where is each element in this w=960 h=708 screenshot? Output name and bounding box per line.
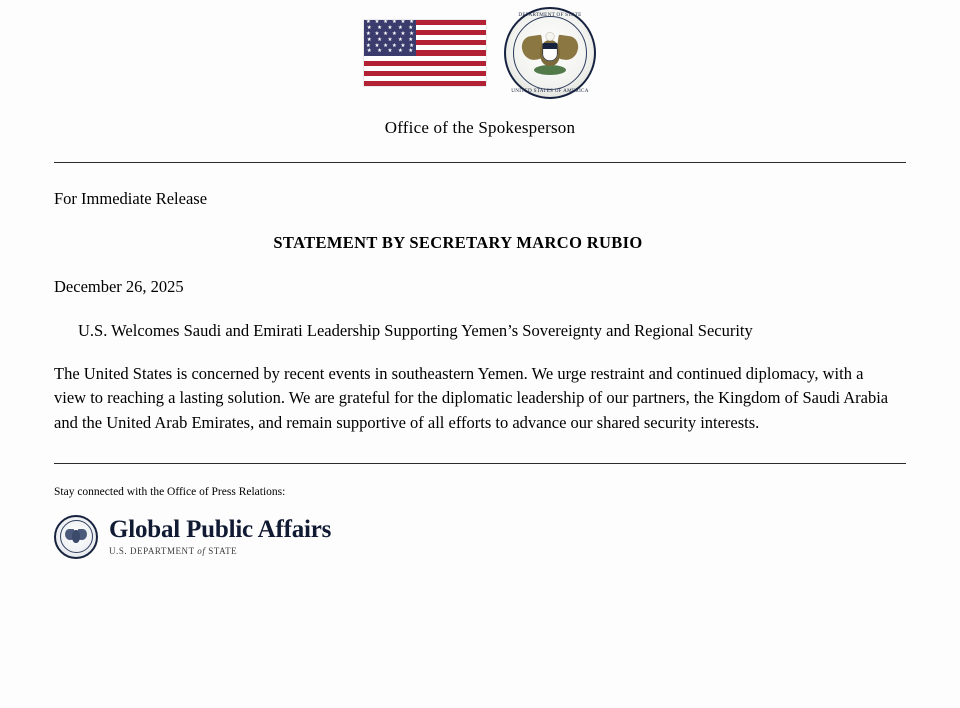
seal-ring-top-text: DEPARTMENT OF STATE	[518, 12, 582, 18]
flag-canton: ★ ★ ★ ★ ★ ★ ★ ★ ★ ★ ★ ★ ★ ★ ★ ★ ★ ★ ★ ★ ★ ★ ★ ★ ★ ★ ★ ★ ★ ★ ★ ★ ★	[365, 20, 415, 55]
global-public-affairs-seal-icon	[54, 515, 98, 559]
global-public-affairs-logo	[54, 515, 906, 559]
us-flag-icon	[364, 20, 486, 86]
statement-title: STATEMENT BY SECRETARY MARCO RUBIO	[273, 233, 643, 252]
stay-connected-label: Stay connected with the Office of Press Relations:	[54, 485, 286, 498]
office-of-the-spokesperson-label: Office of the Spokesperson	[384, 118, 576, 137]
release-date: December 26, 2025	[54, 277, 184, 296]
headline: U.S. Welcomes Saudi and Emirati Leadership Supporting Yemen’s Sovereignty and Regional Security	[78, 321, 753, 340]
for-immediate-release-label: For Immediate Release	[54, 189, 208, 208]
emblem-row	[0, 0, 960, 92]
seal-eagle-icon	[523, 30, 577, 76]
us-department-of-state-seal-icon	[504, 7, 596, 99]
logo-subtitle-post: STATE	[205, 546, 238, 557]
logo-subtitle-of: of	[197, 546, 206, 557]
logo-text-block	[109, 517, 331, 556]
logo-title: Global Public Affairs	[109, 516, 332, 544]
logo-subtitle-pre: U.S. DEPARTMENT	[109, 546, 198, 557]
bottom-divider	[54, 463, 906, 464]
top-divider	[54, 162, 906, 163]
seal-ring-bottom-text: UNITED STATES OF AMERICA	[511, 88, 589, 94]
document-footer	[0, 486, 960, 559]
logo-subtitle	[109, 546, 331, 556]
document-content	[0, 189, 960, 435]
statement-paragraph: The United States is concerned by recent events in southeastern Yemen. We urge restraint and continued diplomacy, with a view to reaching a lasting solution. We are grateful for the diplomatic leadership of our partners, the Kingdom of Saudi Arabia and the United Arab Emirates, and remain supportive of all efforts to advance our shared security interests.	[54, 364, 889, 432]
